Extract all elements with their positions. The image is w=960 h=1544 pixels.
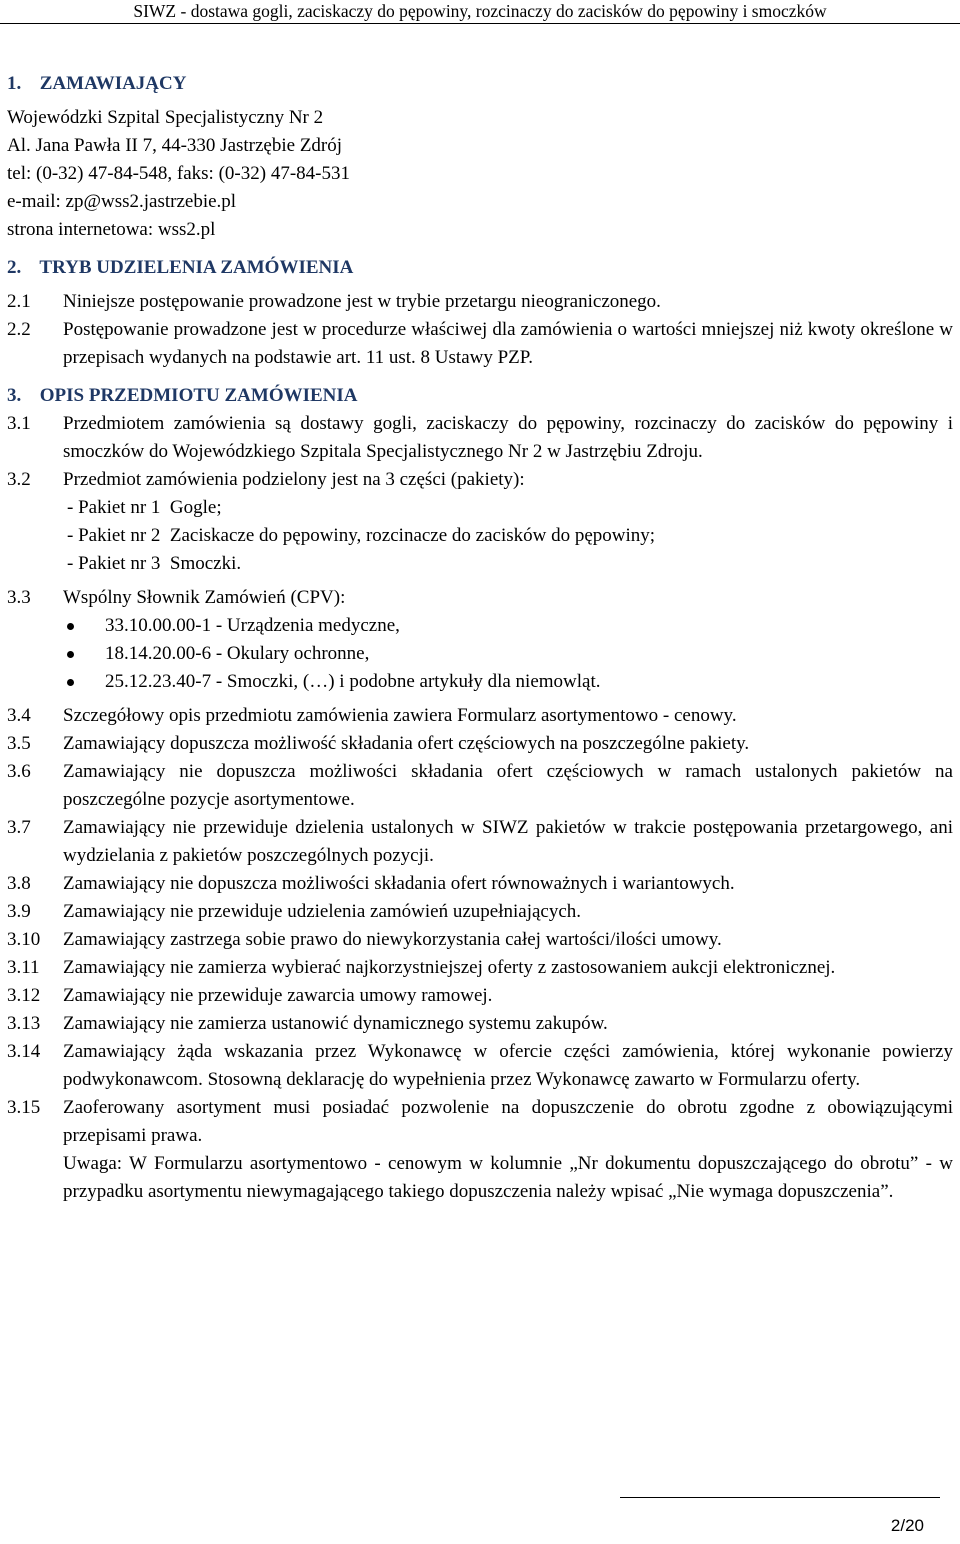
clause-text: Postępowanie prowadzone jest w procedurze właściwej dla zamówienia o wartości mniejszej niż kwoty określone w przepisach wydanych na podstawie art. 11 ust. 8 Ustawy PZP. xyxy=(63,319,953,368)
section-title: ZAMAWIAJĄCY xyxy=(39,73,187,94)
cpv-item xyxy=(63,668,953,696)
orderer-address xyxy=(7,104,953,244)
clause xyxy=(7,466,953,494)
clause-number: 3.12 xyxy=(7,985,41,1006)
clause-text: Niniejsze postępowanie prowadzone jest w trybie przetargu nieograniczonego. xyxy=(63,291,661,312)
clause-text: Zamawiający nie przewiduje udzielenia zamówień uzupełniających. xyxy=(63,901,582,922)
clause-text: Szczegółowy opis przedmiotu zamówienia zawiera Formularz asortymentowo - cenowy. xyxy=(63,705,737,726)
address-line: e-mail: zp@wss2.jastrzebie.pl xyxy=(7,191,237,212)
clause xyxy=(7,702,953,730)
clause xyxy=(7,316,953,372)
cpv-text: 25.12.23.40-7 - Smoczki, (…) i podobne artykuły dla niemowląt. xyxy=(105,671,601,692)
clause xyxy=(7,898,953,926)
section-3-heading xyxy=(7,382,953,410)
section-number: 1. xyxy=(7,73,22,94)
clause-number: 3.9 xyxy=(7,901,31,922)
clause-text: Zamawiający dopuszcza możliwość składania ofert częściowych na poszczególne pakiety. xyxy=(63,733,750,754)
clause-number: 3.6 xyxy=(7,761,31,782)
cpv-item xyxy=(63,640,953,668)
note-text: Uwaga: W Formularzu asortymentowo - cenowym w kolumnie „Nr dokumentu dopuszczającego do obrotu” - w przypadku asortymentu niewymagającego takiego dopuszczenia należy wpisać „Nie wymaga dopuszczenia”. xyxy=(63,1153,953,1202)
section-number: 2. xyxy=(7,257,22,278)
clause-number: 3.13 xyxy=(7,1013,41,1034)
clause xyxy=(7,730,953,758)
clause-number: 3.10 xyxy=(7,929,41,950)
bullet-icon xyxy=(63,612,105,640)
address-line: Wojewódzki Szpital Specjalistyczny Nr 2 xyxy=(7,107,324,128)
clause-number: 3.1 xyxy=(7,413,31,434)
cpv-text: 33.10.00.00-1 - Urządzenia medyczne, xyxy=(105,615,400,636)
clause-number: 2.1 xyxy=(7,291,31,312)
bullet-icon xyxy=(63,640,105,668)
clause-text: Zamawiający nie przewiduje dzielenia ustalonych w SIWZ pakietów w trakcie postępowania przetargowego, ani wydzielania z pakietów poszczególnych pozycji. xyxy=(63,817,953,866)
package-item: - Pakiet nr 3 Smoczki. xyxy=(67,553,242,574)
section-title: TRYB UDZIELENIA ZAMÓWIENIA xyxy=(39,257,354,278)
clause xyxy=(7,758,953,814)
clause-number: 3.7 xyxy=(7,817,31,838)
section-2-heading xyxy=(7,254,953,282)
footer-rule xyxy=(620,1497,940,1498)
clause-text: Zamawiający nie dopuszcza możliwości składania ofert częściowych w ramach ustalonych pakietów na poszczególne pozycje asortymentowe. xyxy=(63,761,953,810)
clause-text: Zamawiający żąda wskazania przez Wykonawcę w ofercie części zamówienia, której wykonanie powierzy podwykonawcom. Stosowną deklarację do wypełnienia przez Wykonawcę zawarto w Formularzu oferty. xyxy=(63,1041,953,1090)
clause-number: 3.14 xyxy=(7,1041,41,1062)
clause-text: Przedmiotem zamówienia są dostawy gogli, zaciskaczy do pępowiny, rozcinaczy do zacisków do pępowiny i smoczków do Wojewódzkiego Szpitala Specjalistycznego Nr 2 w Jastrzębiu Zdroju. xyxy=(63,413,953,462)
address-line: strona internetowa: wss2.pl xyxy=(7,219,216,240)
package-item: - Pakiet nr 2 Zaciskacze do pępowiny, rozcinacze do zacisków do pępowiny; xyxy=(67,525,656,546)
section-title: OPIS PRZEDMIOTU ZAMÓWIENIA xyxy=(39,385,358,406)
clause-text: Zaoferowany asortyment musi posiadać pozwolenie na dopuszczenie do obrotu zgodne z obowiązującymi przepisami prawa. xyxy=(63,1097,953,1146)
cpv-text: 18.14.20.00-6 - Okulary ochronne, xyxy=(105,643,370,664)
cpv-list xyxy=(7,612,953,696)
clause xyxy=(7,1010,953,1038)
clause xyxy=(7,410,953,466)
section-number: 3. xyxy=(7,385,22,406)
bullet-icon xyxy=(63,668,105,696)
clause xyxy=(7,926,953,954)
clause-number: 3.5 xyxy=(7,733,31,754)
clause-text: Wspólny Słownik Zamówień (CPV): xyxy=(63,587,346,608)
clause-text: Zamawiający nie zamierza wybierać najkorzystniejszej oferty z zastosowaniem aukcji elektronicznej. xyxy=(63,957,836,978)
clause-text: Zamawiający nie dopuszcza możliwości składania ofert równoważnych i wariantowych. xyxy=(63,873,735,894)
clause xyxy=(7,584,953,612)
clause-number: 3.8 xyxy=(7,873,31,894)
clause-text: Zamawiający zastrzega sobie prawo do niewykorzystania całej wartości/ilości umowy. xyxy=(63,929,722,950)
page-number: 2/20 xyxy=(890,1516,924,1535)
page-header xyxy=(0,0,960,22)
clause-number: 3.3 xyxy=(7,587,31,608)
clause xyxy=(7,1038,953,1094)
clause-number: 2.2 xyxy=(7,319,31,340)
clause xyxy=(7,954,953,982)
clause-number: 3.11 xyxy=(7,957,40,978)
clause-text: Zamawiający nie przewiduje zawarcia umowy ramowej. xyxy=(63,985,493,1006)
package-item: - Pakiet nr 1 Gogle; xyxy=(67,497,222,518)
clause-number: 3.2 xyxy=(7,469,31,490)
header-title: SIWZ - dostawa gogli, zaciskaczy do pępowiny, rozcinaczy do zacisków do pępowiny i smoczków xyxy=(133,1,827,21)
clause-number: 3.4 xyxy=(7,705,31,726)
clause xyxy=(7,870,953,898)
note xyxy=(7,1150,953,1206)
clause xyxy=(7,814,953,870)
package-list xyxy=(7,494,953,578)
cpv-item xyxy=(63,612,953,640)
header-rule xyxy=(0,23,960,24)
section-1-heading xyxy=(7,70,953,98)
clause-number: 3.15 xyxy=(7,1097,41,1118)
clause xyxy=(7,982,953,1010)
clause xyxy=(7,288,953,316)
clause-text: Zamawiający nie zamierza ustanowić dynamicznego systemu zakupów. xyxy=(63,1013,608,1034)
address-line: Al. Jana Pawła II 7, 44-330 Jastrzębie Zdrój xyxy=(7,135,343,156)
clause xyxy=(7,1094,953,1150)
document-body xyxy=(7,70,953,1206)
address-line: tel: (0-32) 47-84-548, faks: (0-32) 47-84-531 xyxy=(7,163,350,184)
clause-text: Przedmiot zamówienia podzielony jest na 3 części (pakiety): xyxy=(63,469,525,490)
